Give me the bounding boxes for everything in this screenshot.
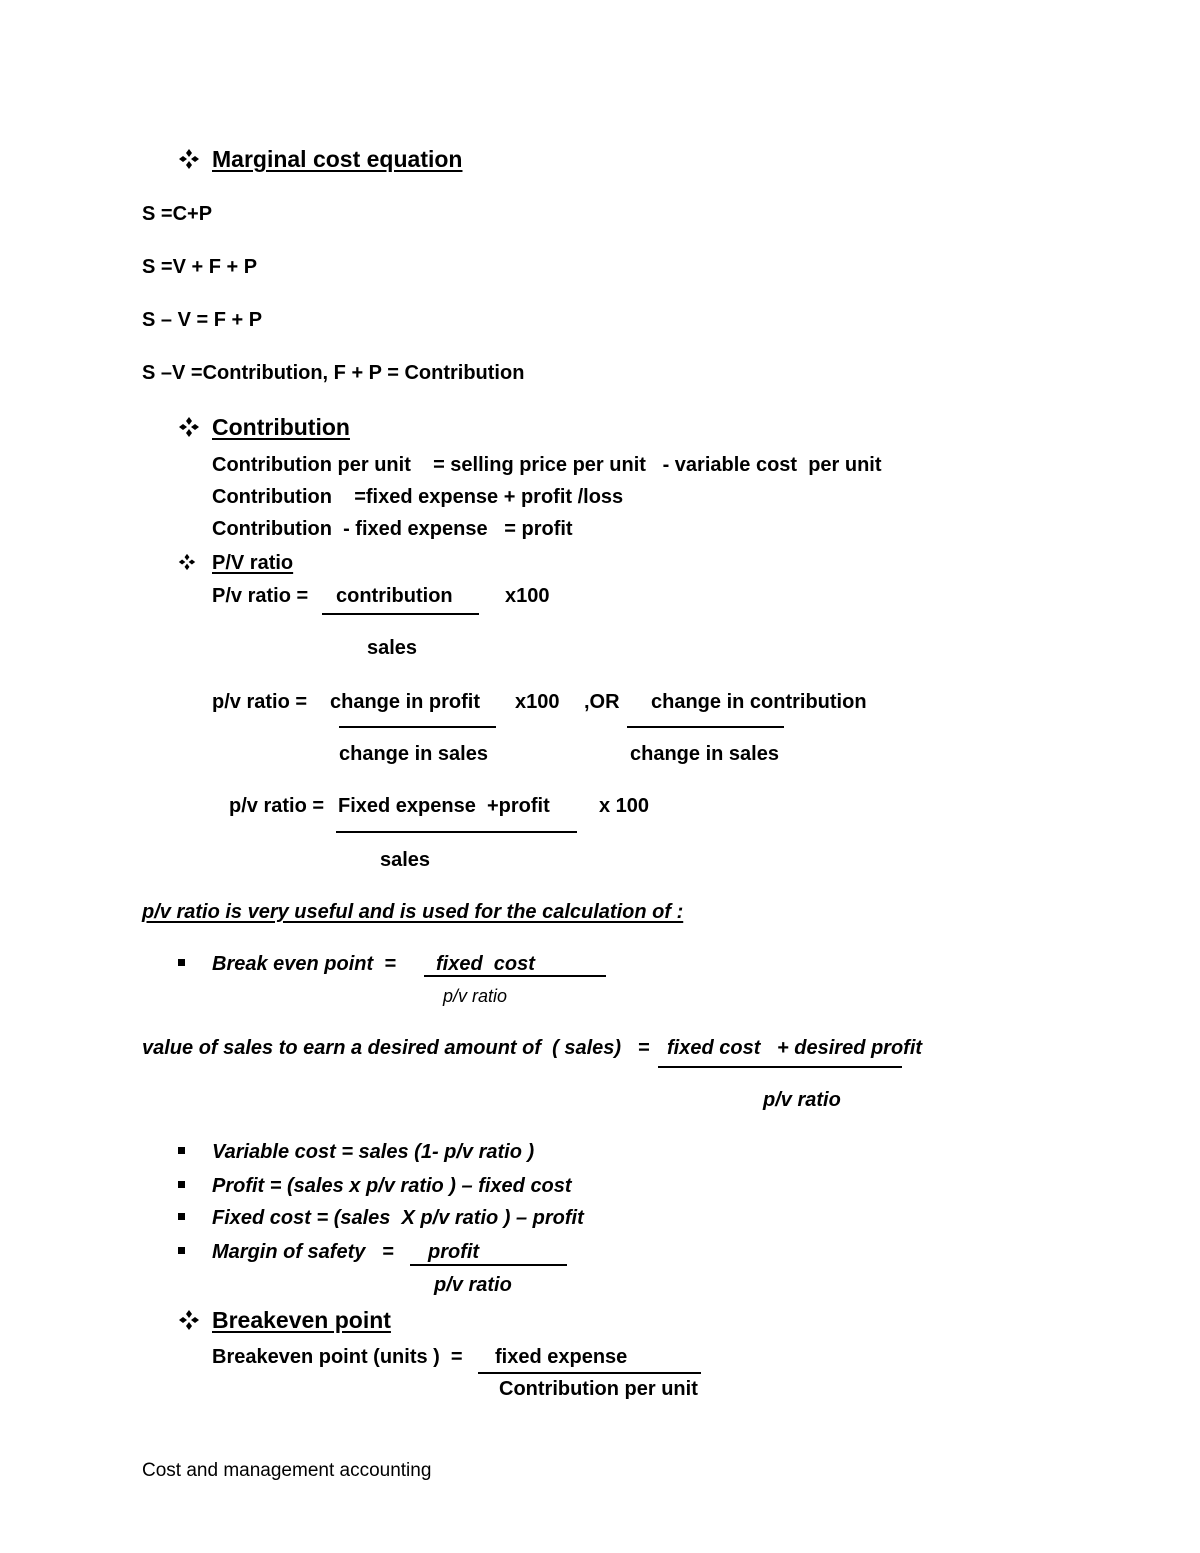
list-item: Profit = (sales x p/v ratio ) – fixed cost bbox=[212, 1175, 572, 1197]
equation-line: S =V + F + P bbox=[142, 256, 258, 278]
section-heading-breakeven: Breakeven point bbox=[212, 1307, 391, 1333]
formula-label: value of sales to earn a desired amount of ( sales) = bbox=[142, 1037, 650, 1059]
formula-label: Breakeven point (units ) = bbox=[212, 1346, 463, 1368]
fraction-bar bbox=[424, 975, 606, 977]
formula-multiplier: x 100 bbox=[599, 795, 650, 817]
fraction-bar bbox=[336, 831, 577, 833]
formula-numerator: fixed cost bbox=[436, 953, 535, 975]
formula-denominator: p/v ratio bbox=[434, 1274, 512, 1296]
fraction-bar bbox=[410, 1264, 567, 1266]
section-heading-contribution: Contribution bbox=[212, 414, 350, 440]
formula-denominator: change in sales bbox=[339, 743, 488, 765]
fraction-bar bbox=[322, 613, 479, 615]
formula-denominator: p/v ratio bbox=[443, 986, 508, 1006]
list-item: Variable cost = sales (1- p/v ratio ) bbox=[212, 1141, 535, 1163]
fraction-bar bbox=[339, 726, 496, 728]
square-bullet-icon bbox=[178, 1181, 185, 1188]
formula-multiplier: x100 bbox=[505, 585, 550, 607]
page-footer: Cost and management accounting bbox=[142, 1460, 432, 1481]
formula-denominator: sales bbox=[367, 637, 418, 659]
section-heading-marginal: Marginal cost equation bbox=[212, 146, 463, 172]
fraction-bar bbox=[658, 1066, 902, 1068]
square-bullet-icon bbox=[178, 959, 185, 966]
list-item: Fixed cost = (sales X p/v ratio ) – profit bbox=[212, 1207, 584, 1229]
formula-numerator: Fixed expense +profit bbox=[338, 795, 550, 817]
equation-line: S – V = F + P bbox=[142, 309, 263, 331]
text-line: Contribution =fixed expense + profit /loss bbox=[212, 486, 624, 508]
formula-numerator: change in contribution bbox=[651, 691, 867, 713]
uses-intro: p/v ratio is very useful and is used for the calculation of : bbox=[142, 901, 684, 923]
formula-label: Break even point = bbox=[212, 953, 396, 975]
diamond-bullet-icon bbox=[178, 553, 196, 571]
formula-label: p/v ratio = bbox=[212, 691, 308, 713]
equation-line: S –V =Contribution, F + P = Contribution bbox=[142, 362, 525, 384]
formula-denominator: sales bbox=[380, 849, 431, 871]
text-line: Contribution - fixed expense = profit bbox=[212, 518, 573, 540]
text-line: Contribution per unit = selling price per unit - variable cost per unit bbox=[212, 454, 882, 476]
formula-denominator: change in sales bbox=[630, 743, 779, 765]
formula-denominator: p/v ratio bbox=[763, 1089, 841, 1111]
formula-label: Margin of safety = bbox=[212, 1241, 394, 1263]
diamond-bullet-icon bbox=[178, 1309, 200, 1331]
formula-numerator: fixed cost + desired profit bbox=[667, 1037, 923, 1059]
formula-numerator: contribution bbox=[336, 585, 453, 607]
diamond-bullet-icon bbox=[178, 148, 200, 170]
equation-line: S =C+P bbox=[142, 203, 213, 225]
diamond-bullet-icon bbox=[178, 416, 200, 438]
square-bullet-icon bbox=[178, 1147, 185, 1154]
formula-denominator: Contribution per unit bbox=[499, 1378, 698, 1400]
formula-numerator: fixed expense bbox=[495, 1346, 628, 1368]
formula-label: p/v ratio = bbox=[229, 795, 325, 817]
formula-numerator: profit bbox=[428, 1241, 480, 1263]
formula-multiplier: x100 bbox=[515, 691, 560, 713]
fraction-bar bbox=[478, 1372, 701, 1374]
formula-numerator: change in profit bbox=[330, 691, 480, 713]
square-bullet-icon bbox=[178, 1247, 185, 1254]
formula-or: ,OR bbox=[584, 691, 620, 713]
fraction-bar bbox=[627, 726, 784, 728]
formula-label: P/v ratio = bbox=[212, 585, 309, 607]
square-bullet-icon bbox=[178, 1213, 185, 1220]
section-heading-pv-ratio: P/V ratio bbox=[212, 552, 294, 574]
